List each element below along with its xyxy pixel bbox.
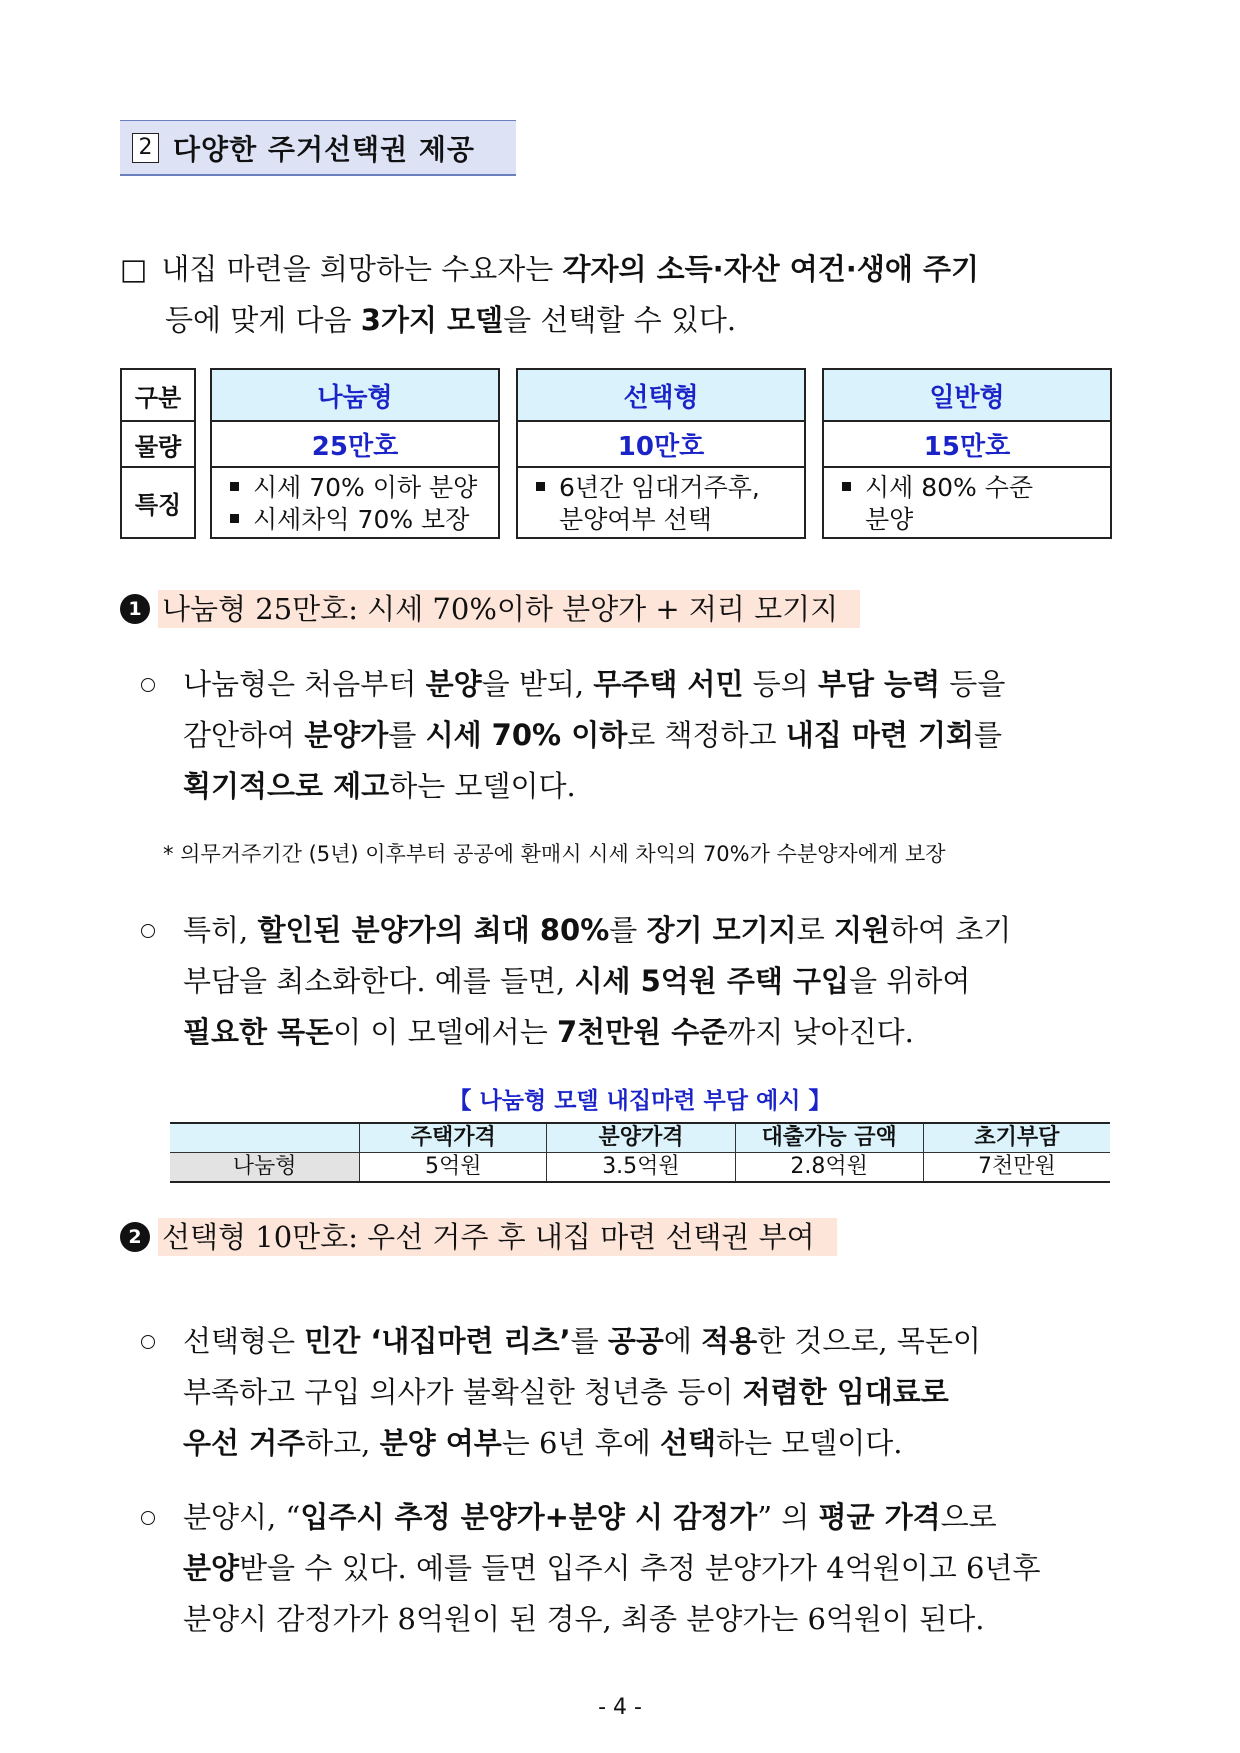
section-heading xyxy=(120,120,516,176)
text-run: 분양 xyxy=(183,1551,240,1585)
circle-bullet-icon xyxy=(141,1511,155,1525)
text-run: 분양시, “ xyxy=(183,1500,301,1534)
text-run: 하는 모델이다. xyxy=(389,769,576,803)
text-run: 분양 여부 xyxy=(379,1426,502,1460)
table-cell: 3.5억원 xyxy=(547,1153,735,1183)
table-header-cell: 초기부담 xyxy=(923,1123,1110,1153)
text-run: 분양시 감정가가 8억원이 된 경우, 최종 분양가는 6억원이 된다. xyxy=(183,1602,985,1636)
text-run: 시세 5억원 주택 구입 xyxy=(574,964,850,998)
row-label-category: 구분 xyxy=(120,368,196,422)
circle-bullet-icon xyxy=(141,924,155,938)
bullet-icon xyxy=(230,514,239,523)
text-run: 무주택 서민 xyxy=(593,667,744,701)
feature-item: 시세 70% 이하 분양 xyxy=(253,473,478,502)
text-run: 로 책정하고 xyxy=(627,718,786,752)
model-features xyxy=(822,466,1112,539)
text-run: 등을 xyxy=(940,667,1006,701)
text-run: 를 xyxy=(974,718,1003,752)
intro-bullet: □ xyxy=(120,252,148,286)
text-run: 선택형은 xyxy=(183,1324,305,1358)
text-run: 를 xyxy=(609,913,647,947)
text-run: 입주시 추정 분양가+분양 시 감정가 xyxy=(300,1500,758,1534)
text-run: 분양 xyxy=(425,667,482,701)
text-run: 로 xyxy=(796,913,834,947)
number-marker-icon: 1 xyxy=(120,594,150,624)
text-run: 장기 모기지 xyxy=(646,913,797,947)
text-run: 를 xyxy=(388,718,426,752)
text-run: 지원 xyxy=(833,913,890,947)
feature-item: 6년간 임대거주후, xyxy=(559,473,760,502)
text-run: 나눔형은 처음부터 xyxy=(183,667,426,701)
intro-emphasis: 3가지 모델 xyxy=(360,303,504,337)
text-run: 내집 마련 기회 xyxy=(785,718,975,752)
table-header-row xyxy=(170,1123,1110,1153)
text-run: 적용 xyxy=(701,1324,758,1358)
table-cell: 나눔형 xyxy=(170,1153,360,1183)
text-run: 분양가 xyxy=(304,718,389,752)
table-header-cell xyxy=(170,1123,360,1153)
text-run: 에 xyxy=(663,1324,702,1358)
subheading-text: 나눔형 25만호: 시세 70%이하 분양가 + 저리 모기지 xyxy=(158,590,860,628)
model-quantity: 25만호 xyxy=(210,420,500,468)
intro-paragraph xyxy=(120,244,979,346)
feature-item: 시세 80% 수준 xyxy=(865,473,1034,502)
table-cell: 2.8억원 xyxy=(735,1153,923,1183)
model-name: 선택형 xyxy=(516,368,806,422)
intro-emphasis: 각자의 소득·자산 여건·생애 주기 xyxy=(562,252,979,286)
footnote: * 의무거주기간 (5년) 이후부터 공공에 환매시 시세 차익의 70%가 수분양자에게 보장 xyxy=(163,842,946,866)
intro-text: 내집 마련을 희망하는 수요자는 xyxy=(161,252,563,286)
text-run: 부담을 최소화한다. 예를 들면, xyxy=(183,964,575,998)
text-run: 는 6년 후에 xyxy=(501,1426,660,1460)
subheading-2 xyxy=(120,1218,837,1256)
s2-paragraph-1 xyxy=(183,1316,981,1469)
text-run: 이 이 모델에서는 xyxy=(333,1015,557,1049)
text-run: 으로 xyxy=(940,1500,997,1534)
text-run: 부족하고 구입 의사가 불확실한 청년층 등이 xyxy=(183,1375,743,1409)
text-run: 받을 수 있다. 예를 들면 입주시 추정 분양가가 4억원이고 6년후 xyxy=(239,1551,1041,1585)
text-run: 감안하여 xyxy=(183,718,305,752)
bullet-icon xyxy=(230,482,239,491)
text-run: 선택 xyxy=(659,1426,716,1460)
feature-item: 시세차익 70% 보장 xyxy=(253,505,470,534)
text-run: 공공 xyxy=(607,1324,664,1358)
section-title: 다양한 주거선택권 제공 xyxy=(173,132,475,166)
feature-item: 분양 xyxy=(865,505,914,534)
example-table-title: 【 나눔형 모델 내집마련 부담 예시 】 xyxy=(448,1088,832,1114)
table-row xyxy=(170,1153,1110,1183)
text-run: 한 것으로, 목돈이 xyxy=(757,1324,981,1358)
model-name: 나눔형 xyxy=(210,368,500,422)
intro-text: 등에 맞게 다음 xyxy=(165,303,361,337)
bullet-icon xyxy=(842,482,851,491)
text-run: 를 xyxy=(570,1324,608,1358)
subheading-1 xyxy=(120,590,860,628)
text-run: 특히, xyxy=(183,913,258,947)
s1-paragraph-2 xyxy=(183,905,1011,1058)
text-run: 저렴한 임대료로 xyxy=(742,1375,949,1409)
s2-paragraph-2 xyxy=(183,1492,1040,1645)
model-quantity: 10만호 xyxy=(516,420,806,468)
intro-text: 을 선택할 수 있다. xyxy=(503,303,737,337)
text-run: 등의 xyxy=(743,667,818,701)
section-number: 2 xyxy=(132,133,159,163)
row-label-quantity: 물량 xyxy=(120,420,196,468)
model-features xyxy=(516,466,806,539)
text-run: 하는 모델이다. xyxy=(715,1426,903,1460)
subheading-text: 선택형 10만호: 우선 거주 후 내집 마련 선택권 부여 xyxy=(158,1218,837,1256)
example-table xyxy=(170,1122,1110,1183)
circle-bullet-icon xyxy=(141,1335,155,1349)
circle-bullet-icon xyxy=(141,678,155,692)
bullet-icon xyxy=(536,482,545,491)
text-run: ” 의 xyxy=(757,1500,819,1534)
model-features xyxy=(210,466,500,539)
feature-item: 분양여부 선택 xyxy=(559,505,712,534)
row-label-feature: 특징 xyxy=(120,466,196,539)
text-run: 7천만원 수준 xyxy=(556,1015,728,1049)
text-run: 우선 거주 xyxy=(183,1426,306,1460)
text-run: 필요한 목돈 xyxy=(183,1015,334,1049)
text-run: 을 위하여 xyxy=(849,964,971,998)
text-run: 평균 가격 xyxy=(818,1500,941,1534)
page-number: - 4 - xyxy=(598,1695,642,1720)
text-run: 을 받되, xyxy=(481,667,594,701)
text-run: 부담 능력 xyxy=(817,667,941,701)
model-quantity: 15만호 xyxy=(822,420,1112,468)
table-header-cell: 분양가격 xyxy=(547,1123,735,1153)
table-cell: 7천만원 xyxy=(923,1153,1110,1183)
number-marker-icon: 2 xyxy=(120,1222,150,1252)
s1-paragraph-1 xyxy=(183,659,1005,812)
table-cell: 5억원 xyxy=(360,1153,547,1183)
table-header-cell: 대출가능 금액 xyxy=(735,1123,923,1153)
text-run: 하고, xyxy=(305,1426,380,1460)
text-run: 획기적으로 제고 xyxy=(183,769,390,803)
text-run: 시세 70% 이하 xyxy=(425,718,628,752)
model-name: 일반형 xyxy=(822,368,1112,422)
text-run: 민간 ‘내집마련 리츠’ xyxy=(304,1324,571,1358)
text-run: 할인된 분양가의 최대 80% xyxy=(257,913,610,947)
table-header-cell: 주택가격 xyxy=(360,1123,547,1153)
text-run: 까지 낮아진다. xyxy=(727,1015,914,1049)
text-run: 하여 초기 xyxy=(889,913,1012,947)
